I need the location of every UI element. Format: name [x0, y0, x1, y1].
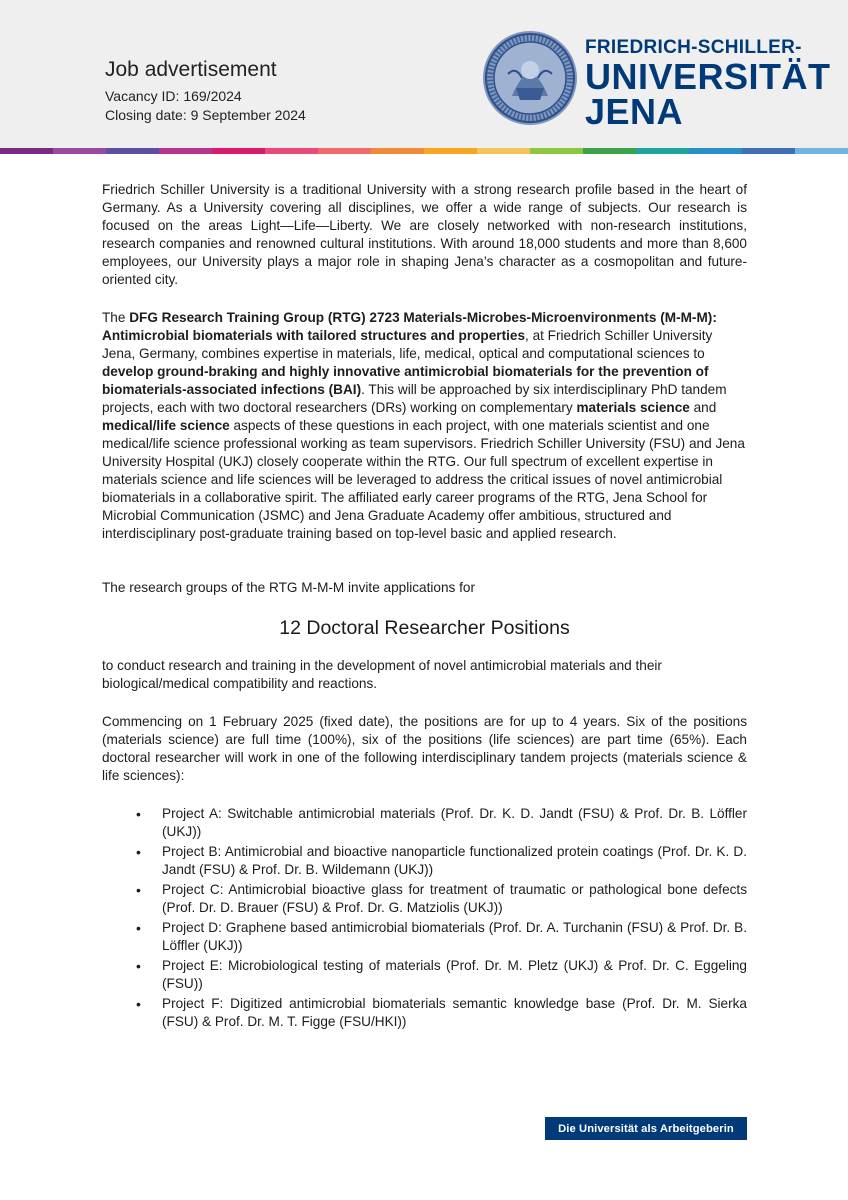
stripe-segment: [53, 148, 106, 154]
header-band: [0, 0, 848, 148]
rtg-bold-3: materials science: [576, 400, 690, 415]
university-logo-text: [585, 38, 831, 130]
stripe-segment: [636, 148, 689, 154]
stripe-segment: [795, 148, 848, 154]
stripe-segment: [424, 148, 477, 154]
rtg-bold-1: DFG Research Training Group (RTG) 2723 Materials-Microbes-Microenvironments (M-M-M): Antimicrobial biomaterials with tailored structures and properties: [102, 310, 717, 343]
stripe-segment: [530, 148, 583, 154]
stripe-segment: [0, 148, 53, 154]
stripe-segment: [371, 148, 424, 154]
university-name-line1: FRIEDRICH-SCHILLER-: [585, 37, 802, 58]
color-stripe: [0, 148, 848, 154]
university-seal-icon: [482, 30, 578, 126]
stripe-segment: [318, 148, 371, 154]
closing-date: Closing date: 9 September 2024: [105, 107, 306, 123]
rtg-text-5: aspects of these questions in each project, with one materials scientist and one medical/life science professional working as team supervisors. Friedrich Schiller University (FSU) and Jena University Hospital (UKJ) closely cooperate within the RTG. Our full spectrum of excellent expertise in materials science and life sciences will be leveraged to address the critical issues of novel antimicrobial biomaterials in a collaborative spirit. The affiliated early career programs of the RTG, Jena School for Microbial Communication (JSMC) and Jena Graduate Academy offer ambitious, structured and interdisciplinary post-graduate training based on top-level basic and applied research.: [102, 418, 745, 541]
commencing-text: Commencing on 1 February 2025 (fixed date), the positions are for up to 4 years. Six of the positions (materials science) are full time (100%), six of the positions (life sciences) are part time (65%). Each doctoral researcher will work in one of the following interdisciplinary tandem projects (materials science & life sciences):: [102, 714, 747, 783]
rtg-paragraph: [102, 309, 747, 543]
list-item: • Project D: Graphene based antimicrobial biomaterials (Prof. Dr. A. Turchanin (FSU) & Prof. Dr. B. Löffler (UKJ)): [102, 919, 747, 955]
rtg-text-3: . This will be approached by six interdisciplinary PhD tandem projects, each with two doctoral researchers (DRs) working on complementary: [102, 382, 727, 415]
stripe-segment: [742, 148, 795, 154]
main-content: [102, 181, 747, 1033]
university-name-line3: JENA: [585, 91, 684, 132]
conduct-text: to conduct research and training in the development of novel antimicrobial materials and their biological/medical compatibility and reactions.: [102, 658, 662, 691]
page-title: Job advertisement: [105, 58, 277, 81]
rtg-bold-4: medical/life science: [102, 418, 230, 433]
invite-text: The research groups of the RTG M-M-M invite applications for: [102, 580, 475, 595]
rtg-bold-2: develop ground-braking and highly innovative antimicrobial biomaterials for the prevention of biomaterials-associated infections (BAI): [102, 364, 709, 397]
positions-heading: 12 Doctoral Researcher Positions: [279, 617, 570, 639]
rtg-text-4: and: [689, 400, 717, 415]
stripe-segment: [583, 148, 636, 154]
list-item: • Project C: Antimicrobial bioactive glass for treatment of traumatic or pathological bone defects (Prof. Dr. D. Brauer (FSU) & Prof. Dr. G. Matziolis (UKJ)): [102, 881, 747, 917]
project-list: [102, 805, 747, 1031]
list-item: • Project E: Microbiological testing of materials (Prof. Dr. M. Pletz (UKJ) & Prof. Dr. C. Eggeling (FSU)): [102, 957, 747, 993]
stripe-segment: [212, 148, 265, 154]
stripe-segment: [689, 148, 742, 154]
university-name-line2: UNIVERSITÄT: [585, 56, 831, 97]
list-item: • Project F: Digitized antimicrobial biomaterials semantic knowledge base (Prof. Dr. M. Sierka (FSU) & Prof. Dr. M. T. Figge (FSU/HKI)): [102, 995, 747, 1031]
rtg-text-2: , at Friedrich Schiller University Jena, Germany, combines expertise in materials, life, medical, optical and computational sciences to: [102, 328, 713, 361]
list-item: • Project A: Switchable antimicrobial materials (Prof. Dr. K. D. Jandt (FSU) & Prof. Dr. B. Löffler (UKJ)): [102, 805, 747, 841]
stripe-segment: [159, 148, 212, 154]
list-item: • Project B: Antimicrobial and bioactive nanoparticle functionalized protein coatings (Prof. Dr. K. D. Jandt (FSU) & Prof. Dr. B. Wildemann (UKJ)): [102, 843, 747, 879]
intro-paragraph: Friedrich Schiller University is a traditional University with a strong research profile based in the heart of Germany. As a University covering all disciplines, we offer a wide range of subjects. Our research is focused on the areas Light—Life—Liberty. We are closely networked with non-research institutions, research companies and renowned cultural institutions. With around 18,000 students and more than 8,600 employees, our University plays a major role in shaping Jena’s character as a cosmopolitan and future-oriented city.: [102, 182, 747, 287]
stripe-segment: [106, 148, 159, 154]
vacancy-id: Vacancy ID: 169/2024: [105, 88, 242, 104]
rtg-text-1: The: [102, 310, 130, 325]
stripe-segment: [265, 148, 318, 154]
stripe-segment: [477, 148, 530, 154]
employer-badge: Die Universität als Arbeitgeberin: [545, 1117, 747, 1140]
